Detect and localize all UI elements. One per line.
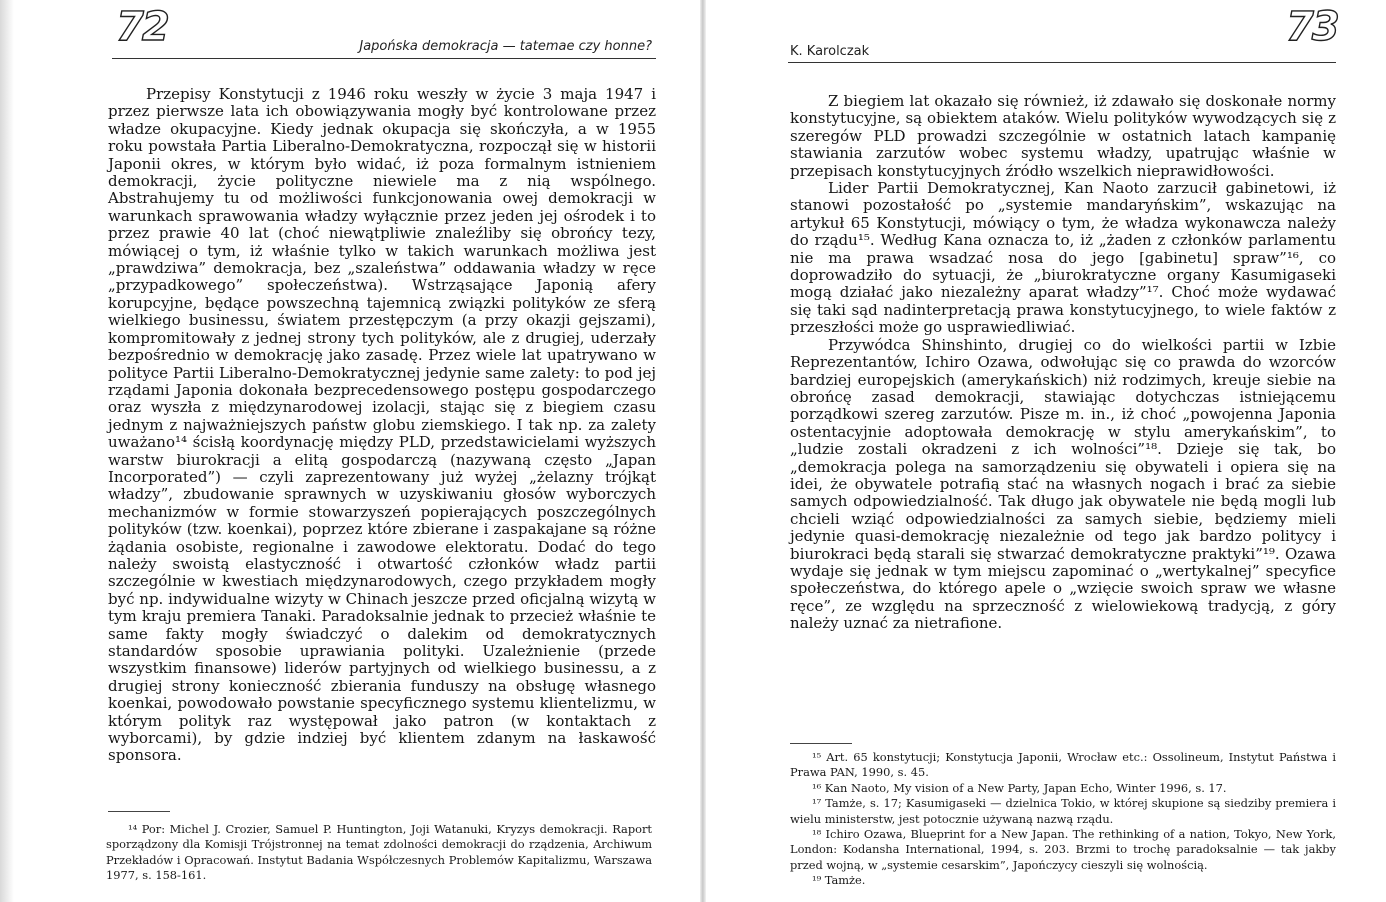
right-paragraph: Przywódca Shinshinto, drugiej co do wielkości partii w Izbie Reprezentantów, Ichiro Ozawa, odwołując się co prawda do wzorców bardziej europejskich (amerykańskich) niż rodzimych, kreuje siebie na obrońcę zasad demokracji, stawiając dotychczas istniejącemu porządkowi szereg zarzutów. Pisze m. in., iż choć „powojenna Japonia ostentacyjnie adoptowała demokrację w stylu amerykańskim”, to „ludzie zostali okradzeni z ich wolności”¹⁸. Dzieje się tak, bo „demokracja polega na samorządzeniu się obywateli i opiera się na idei, że obywatele potrafią stać na własnych nogach i brać za siebie samych odpowiedzialność. Tak długo jak obywatele nie będą mogli lub chcieli wziąć odpowiedzialności za samych siebie, będziemy mieli jedynie quasi-demokrację niezależnie od tego jak bardzo politycy i biurokraci będą starali się stwarzać demokratyczne praktyki”¹⁹. Ozawa wydaje się jednak w tym miejscu zapominać o „wertykalnej” specyfice społeczeństwa, do którego apele o „wzięcie swoich spraw we własne ręce”, ze względu na sprzeczność z wielowiekową tradycją, z góry należy uznać za nietrafione. bbox=[790, 335, 1336, 633]
footnote-18: ¹⁸ Ichiro Ozawa, Blueprint for a New Japan. The rethinking of a nation, Tokyo, New York, London: Kodansha International, 1994, s. 203. Brzmi to trochę paradoksalnie — tak jakby przed wojną, w „systemie cesarskim”, Japończycy cieszyli się wolnością. bbox=[790, 827, 1336, 872]
footnote-15: ¹⁵ Art. 65 konstytucji; Konstytucja Japonii, Wrocław etc.: Ossolineum, Instytut Państwa i Prawa PAN, 1990, s. 45. bbox=[790, 750, 1336, 780]
right-paragraph: Lider Partii Demokratycznej, Kan Naoto zarzucił gabinetowi, iż stanowi pozostałość po „systemie mandaryńskim”, wskazując na artykuł 65 Konstytucji, mówiący o tym, że władza wykonawcza należy do rządu¹⁵. Według Kana oznacza to, iż „żaden z członków parlamentu nie ma prawa wsadzać nosa do jego [gabinetu] spraw”¹⁶, co doprowadziło do sytuacji, że „biurokratyczne organy Kasumigaseki mogą działać jako niezależny aparat władzy”¹⁷. Choć może wydawać się taki sąd nadinterpretacją prawa konstytucyjnego, to wiele faktów z przeszłości może go usprawiedliwiać. bbox=[790, 179, 1336, 337]
header-rule bbox=[112, 58, 656, 59]
right-paragraph: Z biegiem lat okazało się również, iż zdawało się doskonałe normy konstytucyjne, są obiektem ataków. Wielu polityków wywodzących się z szeregów PLD prowadzi szczególnie w ostatnich latach kampanię stawiania zarzutów wobec systemu władzy, upatrując właśnie w przepisach konstytucyjnych źródło wszelkich nieprawidłowości. bbox=[790, 92, 1336, 180]
left-running-head: Japońska demokracja — tatemae czy honne? bbox=[359, 39, 652, 54]
left-paragraph: Przepisy Konstytucji z 1946 roku weszły w życie 3 maja 1947 i przez pierwsze lata ich obowiązywania mogły być kontrolowane przez władze okupacyjne. Kiedy jednak okupacja się skończyła, a w 1955 roku powstała Partia Liberalno-Demokratyczna, rozpoczął się w historii Japonii okres, w którym było widać, iż poza formalnym istnieniem demokracji, życie polityczne niewiele ma z nią wspólnego. Abstrahujemy tu od możliwości funkcjonowania owej demokracji w warunkach sprawowania władzy wyłącznie przez jeden jej ośrodek i to przez prawie 40 lat (choć niewątpliwie znaleźliby się obrońcy tezy, mówiącej o tym, iż właśnie tylko w takich warunkach możliwa jest „prawdziwa” demokracja, bez „szaleństwa” oddawania władzy w ręce „przypadkowego” społeczeństwa). Wstrząsające Japonią afery korupcyjne, będące powszechną tajemnicą związki polityków ze sferą wielkiego businessu, światem przestępczym (a przy okazji gejszami), kompromitowały z jednej strony tych polityków, ale z drugiej, uderzały bezpośrednio w demokrację jako zasadę. Przez wiele lat upatrywano w polityce Partii Liberalno-Demokratycznej jedynie same zalety: to pod jej rządami Japonia dokonała bezprecedensowego postępu gospodarczego oraz wyszła z międzynarodowej izolacji, stając się z biegiem czasu jednym z najważniejszych państw globu ziemskiego. I tak np. za zalety uważano¹⁴ ścisłą koordynację między PLD, przedstawicielami wyższych warstw biurokracji a elitą gospodarczą (nazywaną często „Japan Incorporated”) — czyli zaprezentowany już wyżej „żelazny trójkąt władzy”, zbudowanie sprawnych w uzyskiwaniu głosów wyborczych mechanizmów w formie stowarzyszeń popierających poszczególnych polityków (tzw. koenkai), poprzez które zbierane i zaspakajane są różne żądania osobiste, regionalne i zawodowe elektoratu. Dodać do tego należy swoistą elastyczność i otwartość członków władz partii szczególnie w kwestiach międzynarodowych, czego przykładem mogły być np. indywidualne wizyty w Chinach jeszcze przed oficjalną wizytą w tym kraju premiera Tanaki. Paradoksalnie jednak to przecież właśnie te same fakty mogły świadczyć o dalekim od demokratycznych standardów sposobie uprawiania polityki. Uzależnienie (przede wszystkim finansowe) liderów partyjnych od wielkiego businessu, a z drugiej strony konieczność zbierania funduszy na obsługę własnego koenkai, powodowało powstanie specyficznego systemu klientelizmu, w którym polityk raz występował jako patron (w kontaktach z wyborcami), by gdzie indziej być klientem zdanym na łaskawość sponsora. bbox=[108, 85, 656, 765]
page-edge-shadow bbox=[0, 0, 14, 902]
left-body-text bbox=[108, 86, 656, 765]
right-page-number: 73 bbox=[1286, 4, 1338, 50]
footnote-14: ¹⁴ Por: Michel J. Crozier, Samuel P. Huntington, Joji Watanuki, Kryzys demokracji. Raport sporządzony dla Komisji Trójstronnej na temat zdolności demokracji do rządzenia, Archiwum Przekładów i Opracowań. Instytut Badania Współczesnych Problemów Kapitalizmu, Warszawa 1977, s. 158-161. bbox=[106, 822, 652, 883]
right-body-text bbox=[790, 93, 1336, 633]
footnote-16: ¹⁶ Kan Naoto, My vision of a New Party, Japan Echo, Winter 1996, s. 17. bbox=[812, 780, 1227, 795]
footnote-19: ¹⁹ Tamże. bbox=[812, 873, 866, 888]
right-running-head: K. Karolczak bbox=[790, 44, 870, 59]
left-page-number: 72 bbox=[116, 4, 168, 50]
header-rule bbox=[788, 62, 1336, 63]
footnote-17: ¹⁷ Tamże, s. 17; Kasumigaseki — dzielnica Tokio, w której skupione są siedziby premiera i wielu ministerstw, jest potocznie używaną nazwą rządu. bbox=[790, 796, 1336, 826]
left-footnotes bbox=[106, 822, 652, 884]
footnote-rule bbox=[790, 743, 852, 744]
footnote-rule bbox=[108, 811, 170, 812]
right-page bbox=[706, 0, 1386, 902]
right-footnotes bbox=[790, 750, 1336, 889]
